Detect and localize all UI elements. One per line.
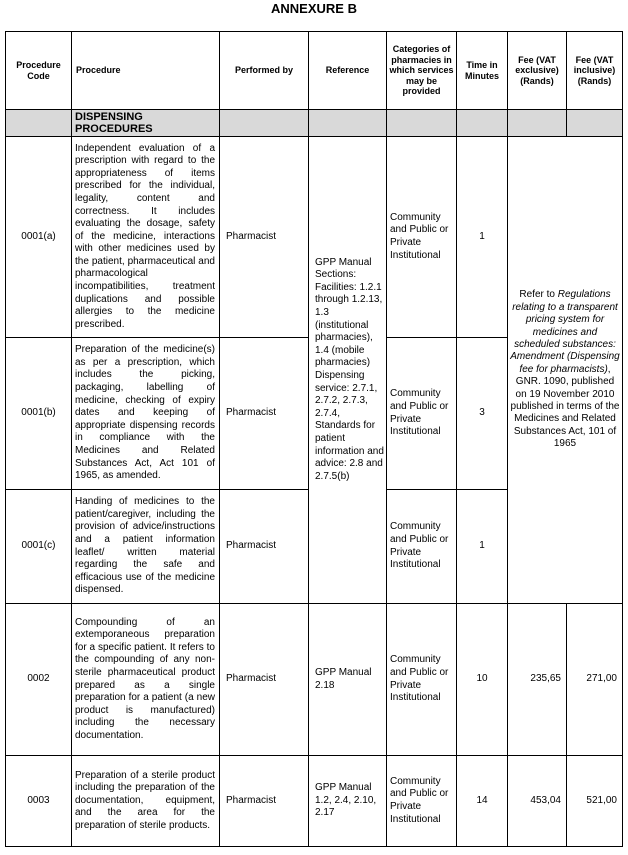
regulation-title: Regulations relating to a transparent pricing system for medicines and scheduled substances: Amendment (Dispensing fee for pharmacists) (510, 289, 620, 375)
header-row (6, 32, 623, 110)
fee-vat-inclusive: 521,00 (567, 756, 623, 847)
time-minutes: 10 (457, 604, 508, 756)
header-categories: Categories of pharmacies in which services may be provided (387, 32, 457, 110)
table-row (6, 756, 623, 847)
merged-fee (508, 137, 623, 604)
procedure-description: Compounding of an extemporaneous preparation for a specific patient. It refers to the compounding of any non-sterile pharmaceutical product prepared as a single preparation for a patient (a new product is manufactured) including the necessary documentation. (72, 604, 220, 756)
table-row (6, 137, 623, 338)
pharmacy-category: Community and Public or Private Institutional (387, 756, 457, 847)
performed-by: Pharmacist (220, 756, 309, 847)
fee-suffix: , GNR. 1090, published on 19 November 2010 published in terms of the Medicines and Related Substances Act, 101 of 1965 (510, 363, 620, 450)
time-minutes: 3 (457, 338, 508, 490)
procedure-code: 0001(b) (6, 338, 72, 490)
time-minutes: 1 (457, 490, 508, 604)
performed-by: Pharmacist (220, 338, 309, 490)
header-time: Time in Minutes (457, 32, 508, 110)
procedure-code: 0002 (6, 604, 72, 756)
fee-prefix: Refer to (519, 289, 558, 301)
pharmacy-category: Community and Public or Private Institutional (387, 137, 457, 338)
fee-vat-exclusive: 453,04 (508, 756, 567, 847)
procedure-description: Preparation of the medicine(s) as per a prescription, which includes the picking, packaging, labelling of medicine, checking of expiry dates and keeping of appropriate dispensing records in compliance with the Medicines and Related Substances Act, Act 101 of 1965, as amended. (72, 338, 220, 490)
section-title: DISPENSING PROCEDURES (72, 110, 220, 137)
reference: GPP Manual 1.2, 2.4, 2.10, 2.17 (309, 756, 387, 847)
procedure-description: Preparation of a sterile product including the preparation of the documentation, equipment, and the area for the preparation of sterile products. (72, 756, 220, 847)
reference: GPP Manual 2.18 (309, 604, 387, 756)
merged-reference: GPP Manual Sections: Facilities: 1.2.1 through 1.2.13, 1.3 (institutional pharmacies), 1.4 (mobile pharmacies) Dispensing service: 2.7.1, 2.7.2, 2.7.3, 2.7.4, Standards for patient information and advice: 2.8 and 2.7.5(b) (309, 137, 387, 604)
pharmacy-category: Community and Public or Private Institutional (387, 490, 457, 604)
section-row (6, 110, 623, 137)
header-reference: Reference (309, 32, 387, 110)
procedure-description: Independent evaluation of a prescription with regard to the appropriateness of items prescribed for the individual, legality, content and correctness. It includes evaluating the dosage, safety of the medicine, interactions with other medicines used by the patient, pharmaceutical and pharmacological incompatibilities, treatment duplications and possible allergies to the medicine prescribed. (72, 137, 220, 338)
procedure-code: 0001(c) (6, 490, 72, 604)
header-fee-incl: Fee (VAT inclusive) (Rands) (567, 32, 623, 110)
table-row (6, 604, 623, 756)
procedure-code: 0001(a) (6, 137, 72, 338)
performed-by: Pharmacist (220, 604, 309, 756)
header-fee-excl: Fee (VAT exclusive) (Rands) (508, 32, 567, 110)
pharmacy-category: Community and Public or Private Institutional (387, 604, 457, 756)
pharmacy-category: Community and Public or Private Institutional (387, 338, 457, 490)
time-minutes: 14 (457, 756, 508, 847)
time-minutes: 1 (457, 137, 508, 338)
fee-vat-exclusive: 235,65 (508, 604, 567, 756)
page-title: ANNEXURE B (271, 1, 357, 16)
fee-table (5, 31, 623, 847)
procedure-code: 0003 (6, 756, 72, 847)
header-procedure: Procedure (72, 32, 220, 110)
performed-by: Pharmacist (220, 137, 309, 338)
fee-vat-inclusive: 271,00 (567, 604, 623, 756)
performed-by: Pharmacist (220, 490, 309, 604)
procedure-description: Handing of medicines to the patient/caregiver, including the provision of advice/instructions and a patient information leaflet/ written material regarding the safe and efficacious use of the medicine dispensed. (72, 490, 220, 604)
header-procedure-code: Procedure Code (6, 32, 72, 110)
header-performed-by: Performed by (220, 32, 309, 110)
